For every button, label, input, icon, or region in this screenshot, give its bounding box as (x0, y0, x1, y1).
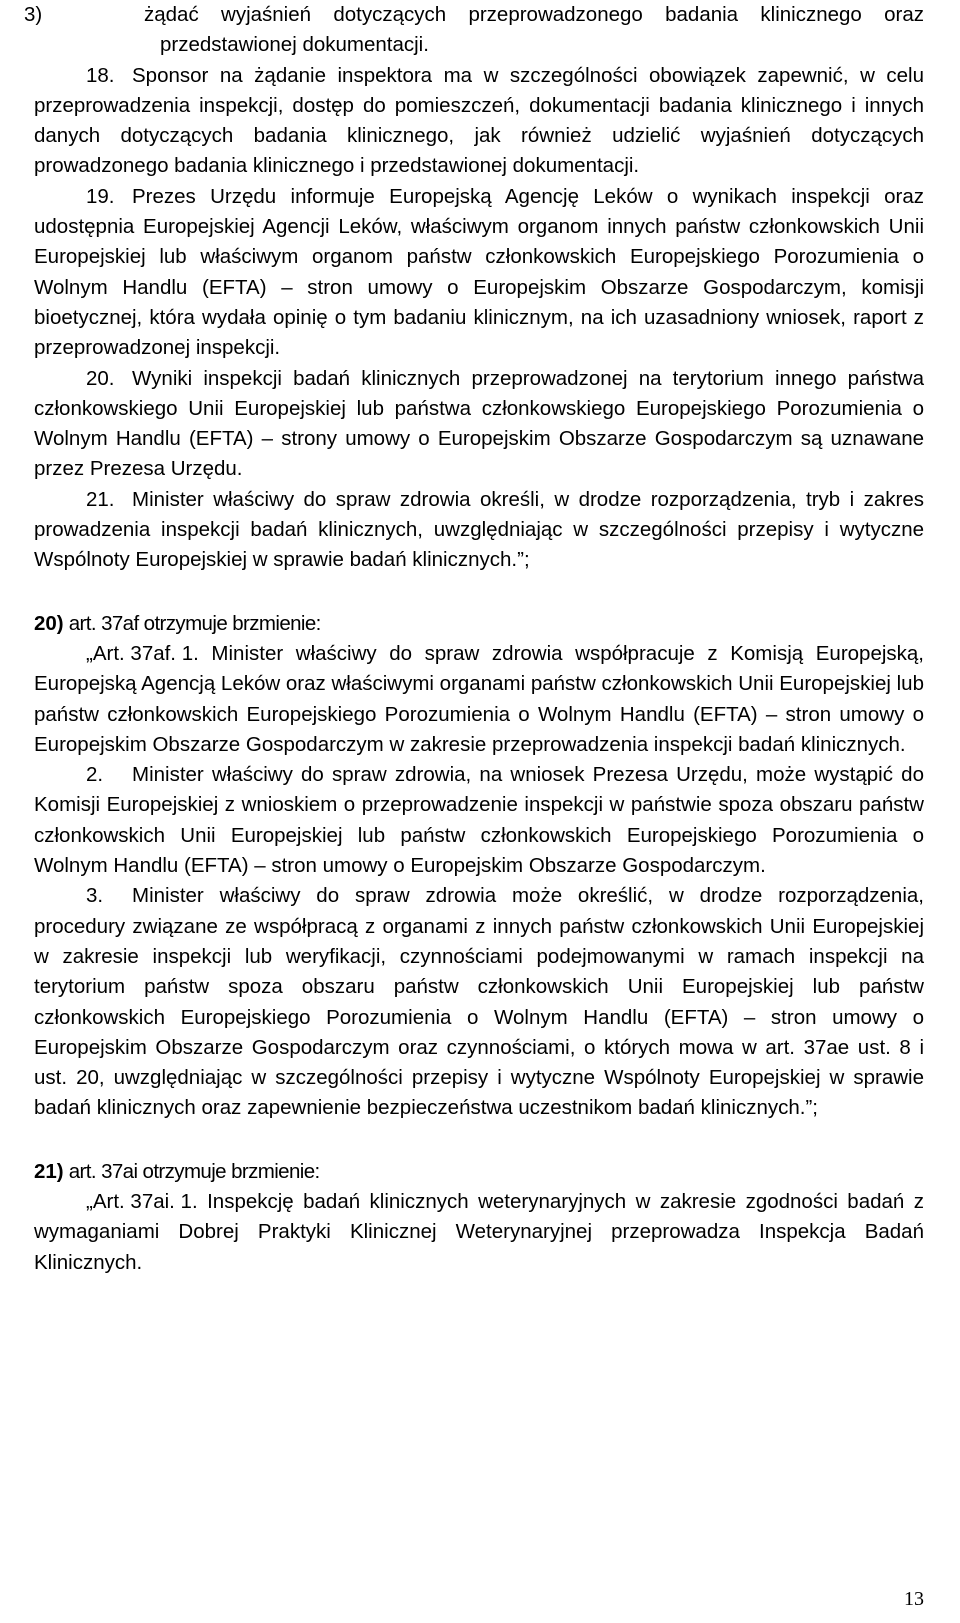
paragraph-21 (34, 485, 924, 576)
spacer (34, 1124, 924, 1157)
amendment-20-heading (34, 609, 924, 639)
amendment-21-heading (34, 1157, 924, 1187)
paragraph-19 (34, 182, 924, 364)
paragraph-text: Minister właściwy do spraw zdrowia, na wniosek Prezesa Urzędu, może wystąpić do Komisji Europejskiej z wnioskiem o przeprowadzenie inspekcji w państwie spoza obszaru państw członkowskich Unii Europejskiej lub państw członkowskich Europejskiego Porozumienia o Wolnym Handlu (EFTA) – stron umowy o Europejskim Obszarze Gospodarczym. (34, 763, 924, 878)
paragraph-text: Inspekcję badań klinicznych weterynaryjnych w zakresie zgodności badań z wymaganiami Dobrej Praktyki Klinicznej Weterynaryjnej przeprowadza Inspekcja Badań Klinicznych. (34, 1189, 924, 1274)
article-lead: „Art. 37af. 1. (86, 641, 199, 665)
amendment-text: art. 37ai otrzymuje brzmienie: (68, 1159, 320, 1183)
paragraph-number: 3. (86, 884, 104, 908)
article-37af-section-1 (34, 639, 924, 760)
list-item-3 (24, 0, 924, 61)
amendment-marker: 20) (34, 611, 64, 635)
amendment-text: art. 37af otrzymuje brzmienie: (68, 611, 321, 635)
amendment-marker: 21) (34, 1159, 64, 1183)
paragraph-18 (34, 61, 924, 182)
paragraph-number: 20. (86, 366, 115, 390)
paragraph-number: 18. (86, 63, 115, 87)
paragraph-text: Wyniki inspekcji badań klinicznych przeprowadzonej na terytorium innego państwa członkowskiego Unii Europejskiej lub państwa członkowskiego Europejskiego Porozumienia o Wolnym Handlu (EFTA) – strony umowy o Europejskim Obszarze Gospodarczym są uznawane przez Prezesa Urzędu. (34, 366, 924, 481)
article-lead: „Art. 37ai. 1. (86, 1189, 198, 1213)
paragraph-text: Prezes Urzędu informuje Europejską Agencję Leków o wynikach inspekcji oraz udostępnia Europejskiej Agencji Leków, właściwym organom innych państw członkowskich Unii Europejskiej lub właściwym organom państw członkowskich Europejskiego Porozumienia o Wolnym Handlu (EFTA) – stron umowy o Europejskim Obszarze Gospodarczym, komisji bioetycznej, która wydała opinię o tym badaniu klinicznym, na ich uzasadniony wniosek, raport z przeprowadzonej inspekcji. (34, 184, 924, 360)
list-item-text: żądać wyjaśnień dotyczących przeprowadzonego badania klinicznego oraz przedstawionej dokumentacji. (144, 3, 924, 57)
paragraph-number: 19. (86, 184, 115, 208)
paragraph-text: Sponsor na żądanie inspektora ma w szczególności obowiązek zapewnić, w celu przeprowadzenia inspekcji, dostęp do pomieszczeń, dokumentacji badania klinicznego i innych danych dotyczących badania klinicznego, jak również udzielić wyjaśnień dotyczących prowadzonego badania klinicznego i przedstawionej dokumentacji. (34, 63, 924, 178)
list-marker: 3) (24, 3, 43, 26)
paragraph-text: Minister właściwy do spraw zdrowia współpracuje z Komisją Europejską, Europejską Agencją Leków oraz właściwymi organami państw członkowskich Unii Europejskiej lub państw członkowskich Europejskiego Porozumienia o Wolnym Handlu (EFTA) – stron umowy o Europejskim Obszarze Gospodarczym w zakresie przeprowadzenia inspekcji badań klinicznych. (34, 641, 924, 756)
page-number: 13 (904, 1588, 924, 1610)
paragraph-text: Minister właściwy do spraw zdrowia określi, w drodze rozporządzenia, tryb i zakres prowadzenia inspekcji badań klinicznych, uwzględniając w szczególności przepisy i wytyczne Wspólnoty Europejskiej w sprawie badań klinicznych.”; (34, 487, 924, 572)
spacer (34, 576, 924, 609)
paragraph-20 (34, 364, 924, 485)
article-37ai-section-1 (34, 1187, 924, 1278)
article-37af-section-3 (34, 881, 924, 1123)
paragraph-text: Minister właściwy do spraw zdrowia może określić, w drodze rozporządzenia, procedury związane ze współpracą z organami z innych państw członkowskich Unii Europejskiej w zakresie inspekcji lub weryfikacji, czynnościami podejmowanymi w ramach inspekcji na terytorium państw spoza obszaru państw członkowskich Unii Europejskiej lub państw członkowskich Europejskiego Porozumienia o Wolnym Handlu (EFTA) – stron umowy o Europejskim Obszarze Gospodarczym oraz czynnościami, o których mowa w art. 37ae ust. 8 i ust. 20, uwzględniając w szczególności przepisy i wytyczne Wspólnoty Europejskiej w sprawie badań klinicznych oraz zapewnienie bezpieczeństwa uczestnikom badań klinicznych.”; (34, 884, 924, 1120)
paragraph-number: 21. (86, 487, 115, 511)
document-body (24, 0, 924, 1278)
article-37af-section-2 (34, 760, 924, 881)
paragraph-number: 2. (86, 763, 104, 787)
